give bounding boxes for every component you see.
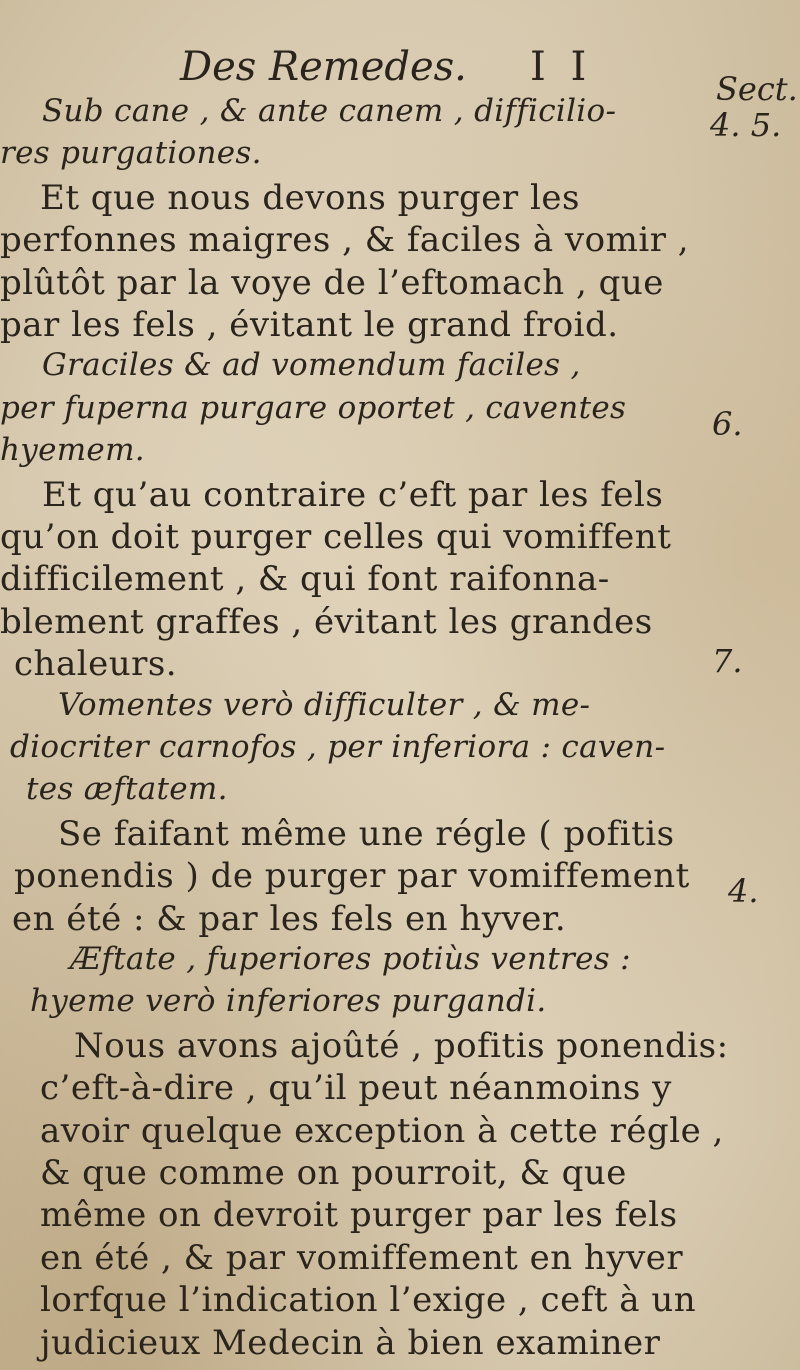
text-line: Vomentes verò difficulter , & me- <box>58 686 591 723</box>
margin-note-7: 7. <box>712 642 743 680</box>
text-line: c’eft-à-dire , qu’il peut néanmoins y <box>40 1068 672 1109</box>
running-header-title: Des Remedes. <box>180 44 467 90</box>
text-line: même on devroit purger par les fels <box>40 1195 678 1236</box>
text-line: en été : & par les fels en hyver. <box>12 898 567 939</box>
text-line: hyeme verò inferiores purgandi. <box>30 983 547 1020</box>
page-number: I I <box>530 44 593 90</box>
text-line: qu’on doit purger celles qui vomiffent <box>0 517 672 557</box>
margin-note-4: 4. <box>728 872 759 910</box>
text-line: par les fels , évitant le grand froid. <box>0 305 619 345</box>
text-line: tes æftatem. <box>26 771 228 808</box>
text-line: lorfque l’indication l’exige , ceft à un <box>40 1280 697 1321</box>
text-line: difficilement , & qui font raifonna- <box>0 559 610 600</box>
text-line: Æftate , fuperiores potiùs ventres : <box>70 941 631 977</box>
margin-note-6: 6. <box>712 405 743 443</box>
text-line: plûtôt par la voye de l’eftomach , que <box>0 262 664 303</box>
text-line: hyemem. <box>0 432 145 469</box>
text-line: Et que nous devons purger les <box>40 177 580 218</box>
text-line: Sub cane , & ante canem , difficilio- <box>42 93 617 129</box>
text-line: chaleurs. <box>14 644 178 685</box>
text-line: res purgationes. <box>0 135 262 172</box>
text-line: blement graffes , évitant les grandes <box>0 601 653 642</box>
text-line: Nous avons ajoûté , pofitis ponendis: <box>74 1025 729 1066</box>
text-line: Graciles & ad vomendum faciles , <box>42 347 581 384</box>
text-line: Se faifant même une régle ( pofitis <box>58 813 675 854</box>
text-line: Et qu’au contraire c’eft par les fels <box>42 474 664 515</box>
text-line: diocriter carnofos , per inferiora : caven- <box>10 729 666 765</box>
text-line: & que comme on pourroit, & que <box>40 1153 627 1193</box>
text-line: judicieux Medecin à bien examiner <box>40 1322 661 1363</box>
text-line: ponendis ) de purger par vomiffement <box>14 856 690 897</box>
text-line: avoir quelque exception à cette régle , <box>40 1110 724 1151</box>
text-line: perfonnes maigres , & faciles à vomir , <box>0 220 690 261</box>
text-line: en été , & par vomiffement en hyver <box>40 1237 684 1278</box>
margin-sect-label: Sect. <box>716 70 798 108</box>
margin-sect-number: 4. 5. <box>710 106 782 144</box>
text-line: per fuperna purgare oportet , caventes <box>0 389 627 426</box>
